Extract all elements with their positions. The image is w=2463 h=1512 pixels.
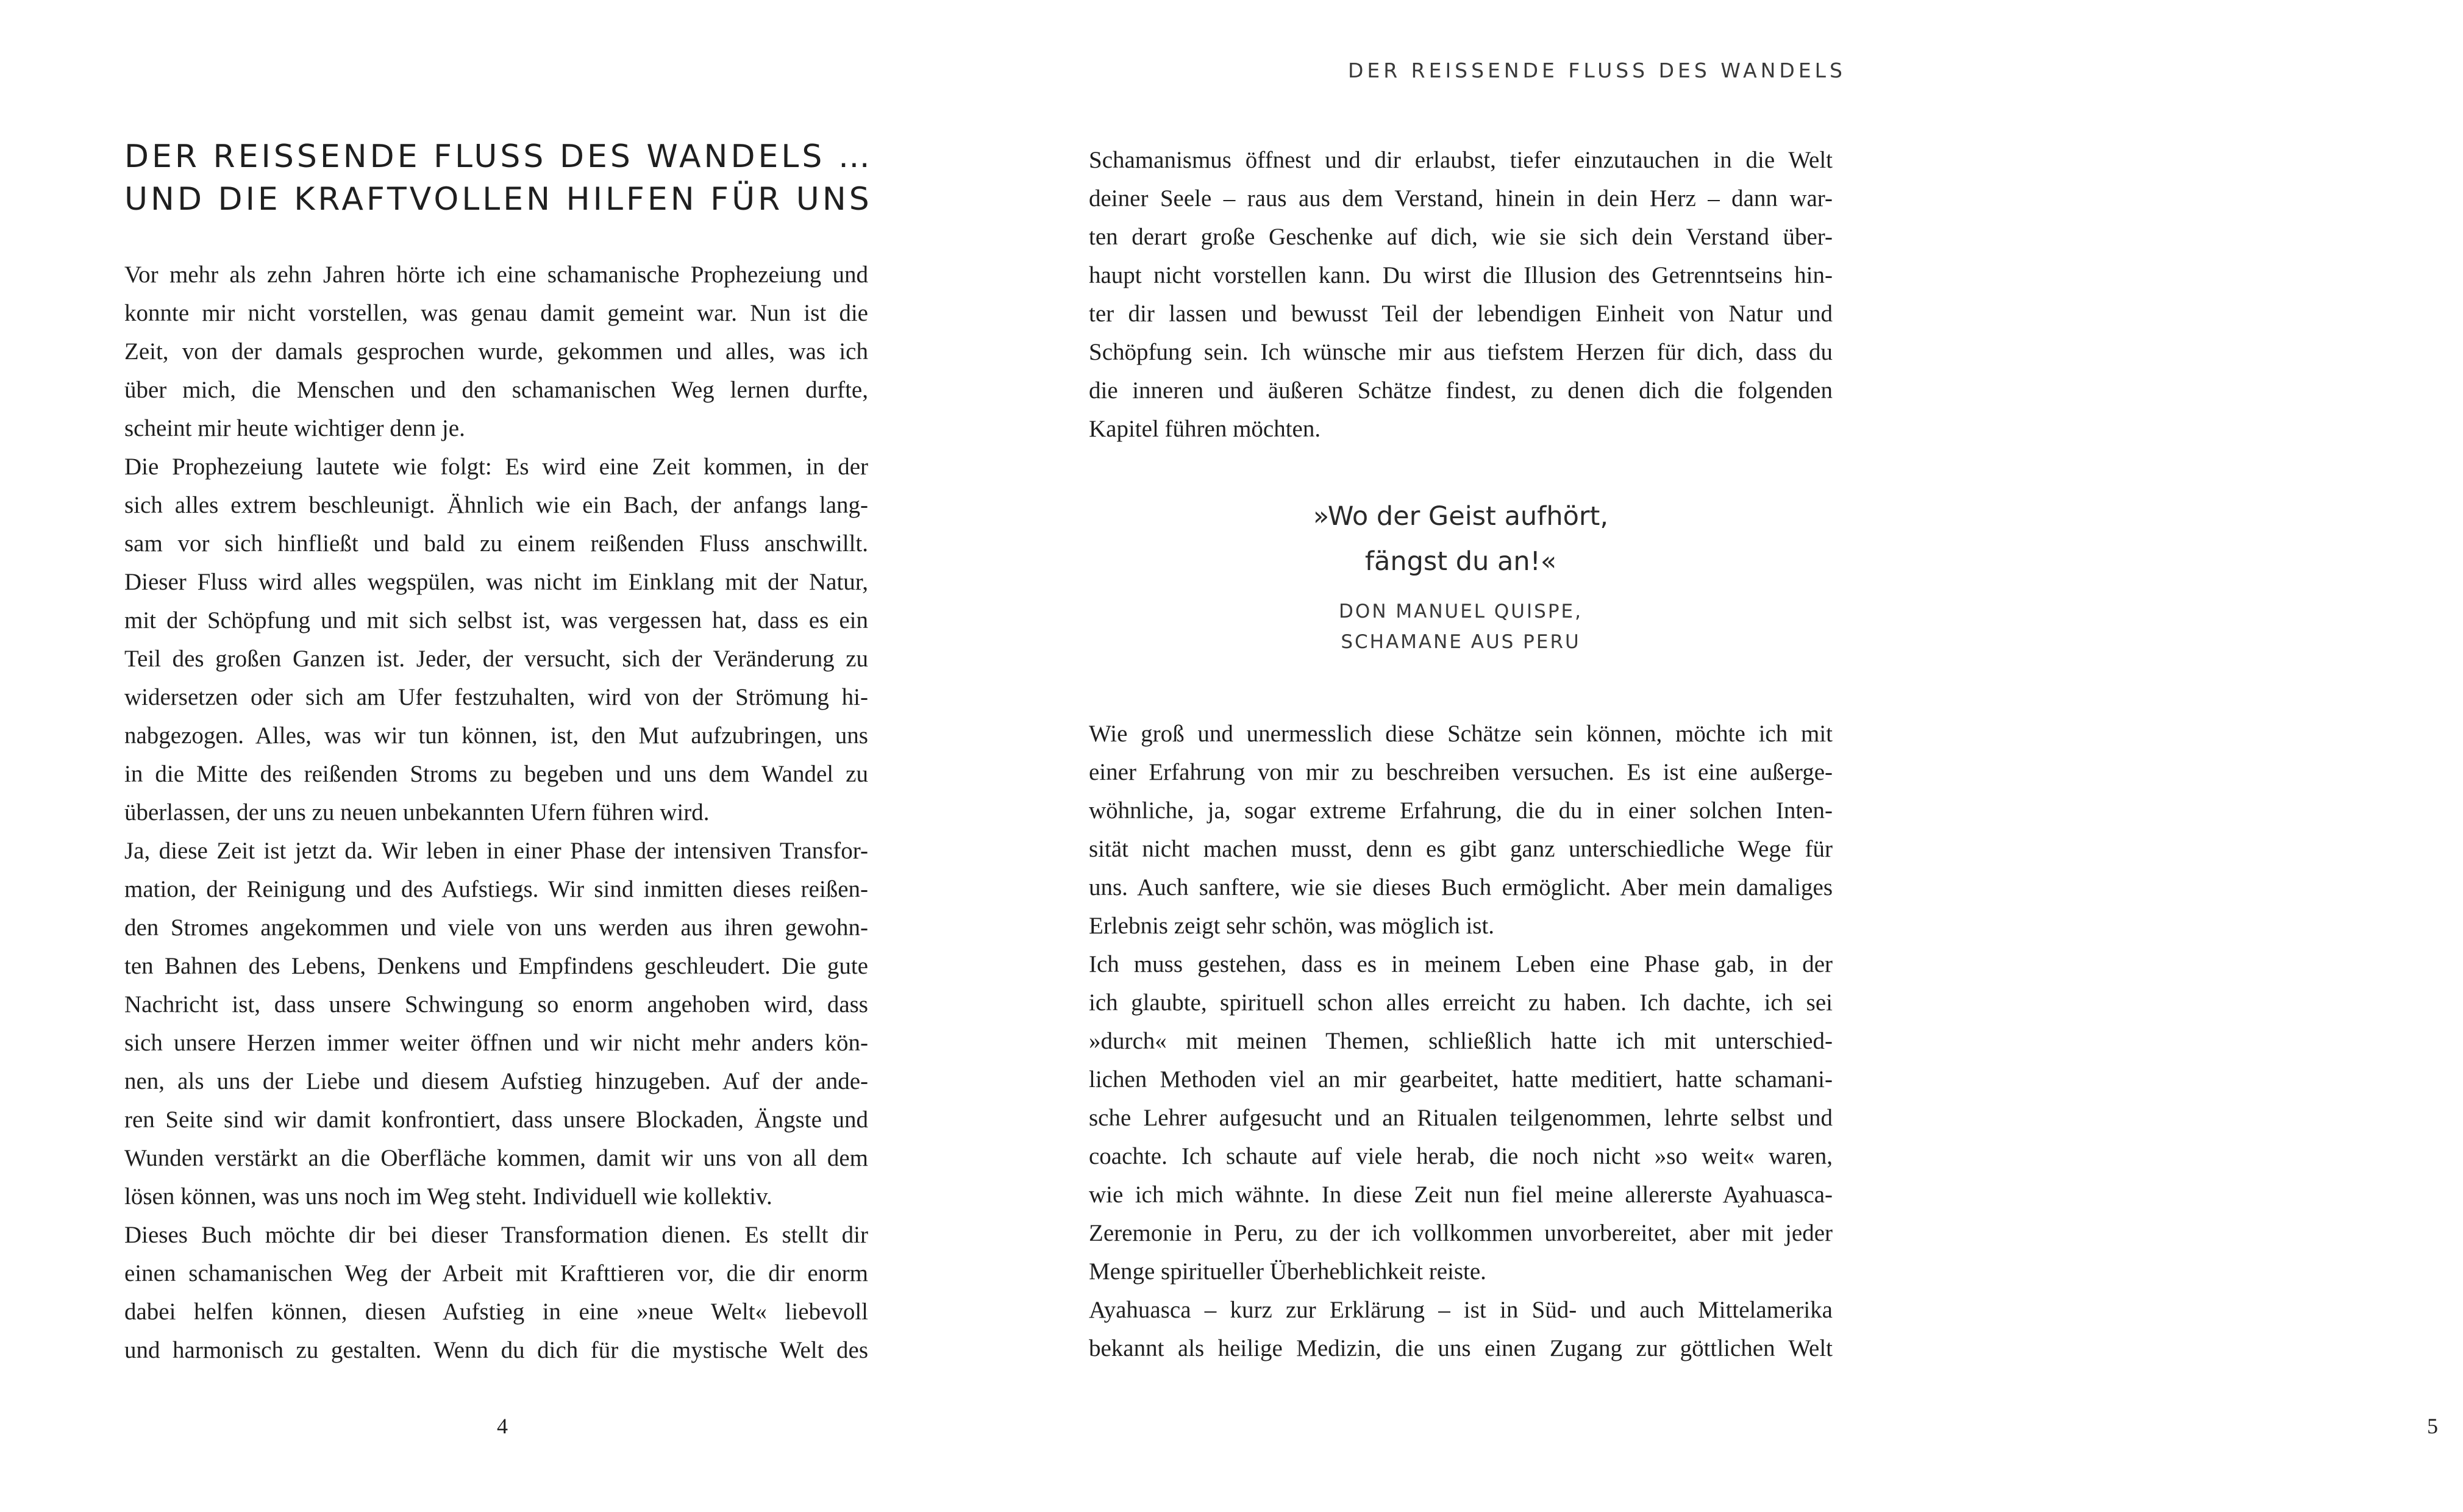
page-number: 4 [497, 1414, 508, 1438]
text-line: einen schamanischen Weg der Arbeit mit Krafttieren vor, die dir enorm [124, 1260, 868, 1286]
text-line: Dieser Fluss wird alles wegspülen, was nicht im Einklang mit der Natur, [124, 569, 868, 595]
text-line: Die Prophezeiung lautete wie folgt: Es wird eine Zeit kommen, in der [124, 454, 868, 480]
quote-author: SCHAMANE AUS PERU [1341, 631, 1581, 653]
left-page [0, 0, 972, 1512]
quote-author: DON MANUEL QUISPE, [1339, 601, 1583, 622]
text-line: ter dir lassen und bewusst Teil der lebendigen Einheit von Natur und [1089, 301, 1833, 327]
text-line: dabei helfen können, diesen Aufstieg in eine »neue Welt« liebevoll [124, 1299, 868, 1325]
text-line: den Stromes angekommen und viele von uns werden aus ihren gewohn- [124, 915, 868, 941]
text-line: uns. Auch sanftere, wie sie dieses Buch ermöglicht. Aber mein damaliges [1089, 874, 1833, 900]
text-line: und harmonisch zu gestalten. Wenn du dich für die mystische Welt des [124, 1337, 868, 1363]
text-line: Ayahuasca – kurz zur Erklärung – ist in Süd- und auch Mittelamerika [1089, 1297, 1833, 1323]
text-line: in die Mitte des reißenden Stroms zu begeben und uns dem Wandel zu [124, 761, 868, 787]
text-line: einer Erfahrung von mir zu beschreiben versuchen. Es ist eine außerge- [1089, 759, 1833, 785]
text-line: Schamanismus öffnest und dir erlaubst, tiefer einzutauchen in die Welt [1089, 147, 1833, 173]
chapter-title-line: DER REISSENDE FLUSS DES WANDELS … [124, 138, 873, 175]
chapter-title-line: UND DIE KRAFTVOLLEN HILFEN FÜR UNS [124, 181, 872, 218]
text-line: sam vor sich hinfließt und bald zu einem reißenden Fluss anschwillt. [124, 530, 868, 557]
text-line: Erlebnis zeigt sehr schön, was möglich ist. [1089, 913, 1495, 939]
text-line: Schöpfung sein. Ich wünsche mir aus tiefstem Herzen für dich, dass du [1089, 339, 1833, 365]
text-line: deiner Seele – raus aus dem Verstand, hinein in dein Herz – dann war- [1089, 185, 1833, 212]
text-line: Nachricht ist, dass unsere Schwingung so enorm angehoben wird, dass [124, 991, 868, 1018]
text-line: Zeit, von der damals gesprochen wurde, gekommen und alles, was ich [124, 338, 868, 365]
text-line: sche Lehrer aufgesucht und an Ritualen teilgenommen, lehrte selbst und [1089, 1105, 1833, 1131]
text-line: mit der Schöpfung und mit sich selbst ist, was vergessen hat, dass es ein [124, 607, 868, 633]
text-line: bekannt als heilige Medizin, die uns einen Zugang zur göttlichen Welt [1089, 1335, 1833, 1361]
right-body-text-top [1089, 141, 1833, 448]
text-line: Dieses Buch möchte dir bei dieser Transformation dienen. Es stellt dir [124, 1222, 868, 1248]
text-line: sich alles extrem beschleunigt. Ähnlich wie ein Bach, der anfangs lang- [124, 492, 868, 518]
page-number: 5 [2427, 1414, 2438, 1438]
text-line: ren Seite sind wir damit konfrontiert, dass unsere Blockaden, Ängste und [124, 1107, 868, 1133]
text-line: überlassen, der uns zu neuen unbekannten Ufern führen wird. [124, 799, 710, 826]
text-line: Zeremonie in Peru, zu der ich vollkommen unvorbereitet, aber mit jeder [1089, 1220, 1833, 1246]
text-line: nen, als uns der Liebe und diesem Aufstieg hinzugeben. Auf der ande- [124, 1068, 868, 1094]
text-line: coachte. Ich schaute auf viele herab, die noch nicht »so weit« waren, [1089, 1143, 1833, 1169]
text-line: Wie groß und unermesslich diese Schätze sein können, möchte ich mit [1089, 721, 1833, 747]
text-line: scheint mir heute wichtiger denn je. [124, 415, 465, 441]
text-line: über mich, die Menschen und den schamanischen Weg lernen durfte, [124, 377, 868, 403]
text-line: nabgezogen. Alles, was wir tun können, ist, den Mut aufzubringen, uns [124, 722, 868, 749]
text-line: mation, der Reinigung und des Aufstiegs. Wir sind inmitten dieses reißen- [124, 876, 868, 902]
text-line: wöhnliche, ja, sogar extreme Erfahrung, die du in einer solchen Inten- [1089, 797, 1833, 824]
text-line: ich glaubte, spirituell schon alles erreicht zu haben. Ich dachte, ich sei [1089, 990, 1833, 1016]
quote-line: »Wo der Geist aufhört, [1313, 501, 1609, 532]
text-line: Ja, diese Zeit ist jetzt da. Wir leben in einer Phase der intensiven Transfor- [124, 838, 868, 864]
text-line: konnte mir nicht vorstellen, was genau damit gemeint war. Nun ist die [124, 300, 868, 326]
text-line: Menge spiritueller Überheblichkeit reiste. [1089, 1258, 1486, 1285]
text-line: »durch« mit meinen Themen, schließlich hatte ich mit unterschied- [1089, 1028, 1833, 1054]
text-line: ten derart große Geschenke auf dich, wie sie sich dein Verstand über- [1089, 224, 1833, 250]
text-line: Wunden verstärkt an die Oberfläche kommen, damit wir uns von all dem [124, 1145, 868, 1171]
right-body-text-bottom [1089, 715, 1833, 1368]
text-line: widersetzen oder sich am Ufer festzuhalten, wird von der Strömung hi- [124, 684, 868, 710]
text-line: Kapitel führen möchten. [1089, 416, 1321, 442]
quote-line: fängst du an!« [1364, 546, 1557, 577]
text-line: ten Bahnen des Lebens, Denkens und Empfindens geschleudert. Die gute [124, 953, 868, 979]
text-line: haupt nicht vorstellen kann. Du wirst die Illusion des Getrenntseins hin- [1089, 262, 1833, 288]
text-line: die inneren und äußeren Schätze findest, zu denen dich die folgenden [1089, 377, 1833, 404]
text-line: lösen können, was uns noch im Weg steht. Individuell wie kollektiv. [124, 1183, 772, 1210]
epigraph-quote [1089, 494, 1833, 657]
text-line: sität nicht machen musst, denn es gibt ganz unterschiedliche Wege für [1089, 836, 1833, 862]
text-line: Teil des großen Ganzen ist. Jeder, der versucht, sich der Veränderung zu [124, 646, 868, 672]
text-line: lichen Methoden viel an mir gearbeitet, hatte meditiert, hatte schamani- [1089, 1066, 1833, 1093]
text-line: sich unsere Herzen immer weiter öffnen und wir nicht mehr anders kön- [124, 1030, 868, 1056]
chapter-title [124, 135, 873, 221]
text-line: wie ich mich wähnte. In diese Zeit nun fiel meine allererste Ayahuasca- [1089, 1182, 1833, 1208]
text-line: Ich muss gestehen, dass es in meinem Leben eine Phase gab, in der [1089, 951, 1833, 977]
left-body-text [124, 255, 868, 1369]
text-line: Vor mehr als zehn Jahren hörte ich eine schamanische Prophezeiung und [124, 262, 868, 288]
running-head: DER REISSENDE FLUSS DES WANDELS [1347, 59, 1846, 82]
